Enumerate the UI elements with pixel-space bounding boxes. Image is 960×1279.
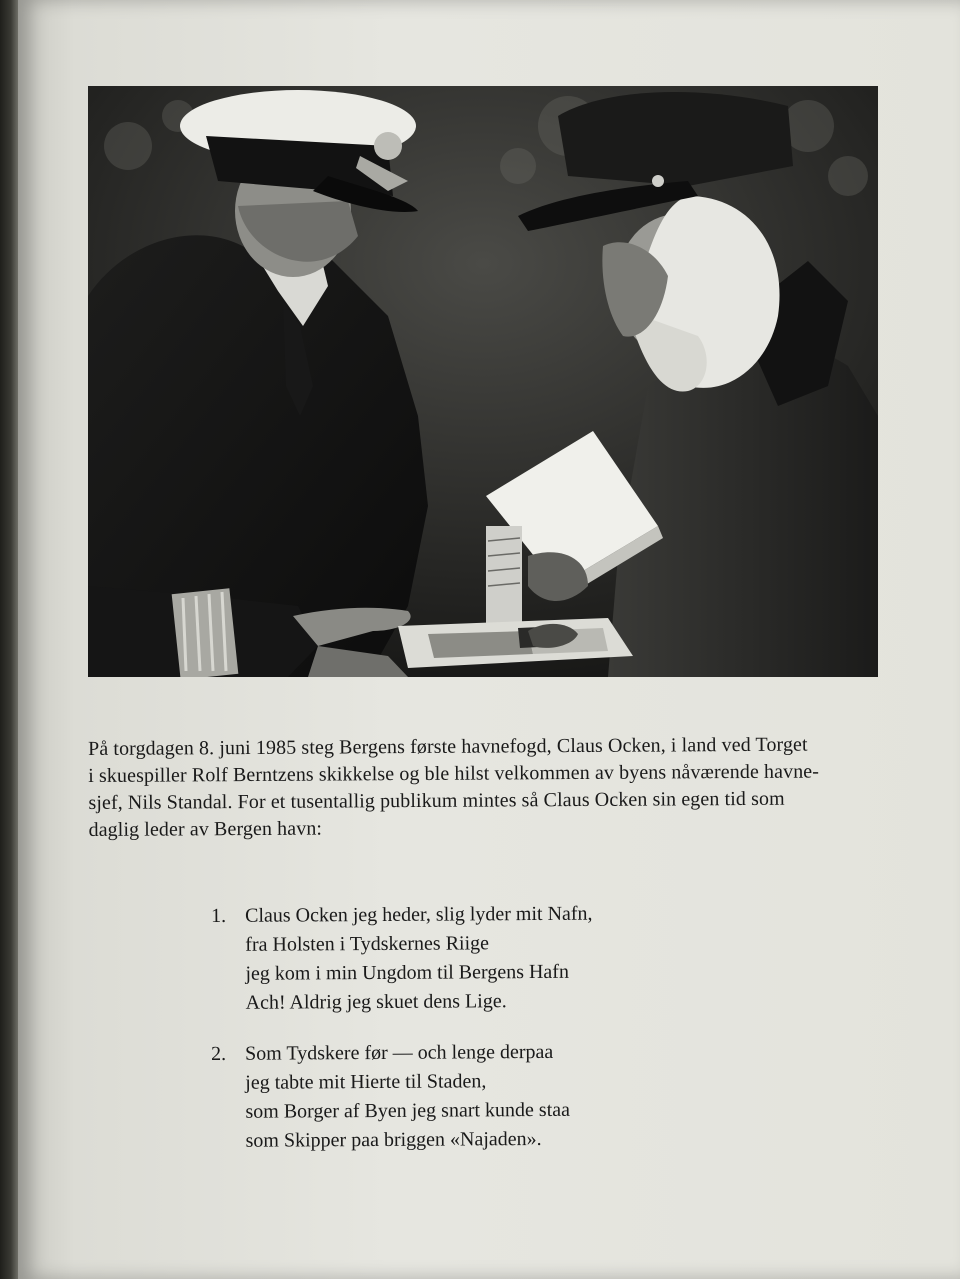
verse-line: jeg tabte mit Hierte til Staden, bbox=[245, 1070, 487, 1094]
verse-number: 1. bbox=[211, 904, 227, 927]
verse-line: Claus Ocken jeg heder, slig lyder mit Nafn, bbox=[245, 902, 593, 927]
book-spine-shadow bbox=[0, 0, 18, 1279]
photo-caption bbox=[88, 731, 889, 844]
verse-line: jeg kom i min Ungdom til Bergens Hafn bbox=[245, 960, 570, 985]
verse-1 bbox=[211, 899, 732, 1018]
photograph bbox=[88, 86, 878, 677]
verse-line: som Skipper paa briggen «Najaden». bbox=[245, 1127, 542, 1152]
verse-line: som Borger af Byen jeg snart kunde staa bbox=[245, 1098, 571, 1123]
caption-line: sjef, Nils Standal. For et tusentallig publikum mintes så Claus Ocken sin egen tid som bbox=[88, 787, 785, 814]
verse-line: Ach! Aldrig jeg skuet dens Lige. bbox=[245, 990, 507, 1014]
verse-number: 2. bbox=[211, 1042, 227, 1065]
verse-line: fra Holsten i Tydskernes Riige bbox=[245, 932, 490, 956]
verse-line: Som Tydskere før — och lenge derpaa bbox=[245, 1040, 554, 1065]
caption-line: i skuespiller Rolf Berntzens skikkelse og ble hilst velkommen av byens nåværende havne- bbox=[88, 760, 820, 787]
verse-2 bbox=[211, 1037, 732, 1156]
caption-line: På torgdagen 8. juni 1985 steg Bergens første havnefogd, Claus Ocken, i land ved Torget bbox=[88, 733, 808, 760]
caption-line: daglig leder av Bergen havn: bbox=[88, 817, 323, 841]
